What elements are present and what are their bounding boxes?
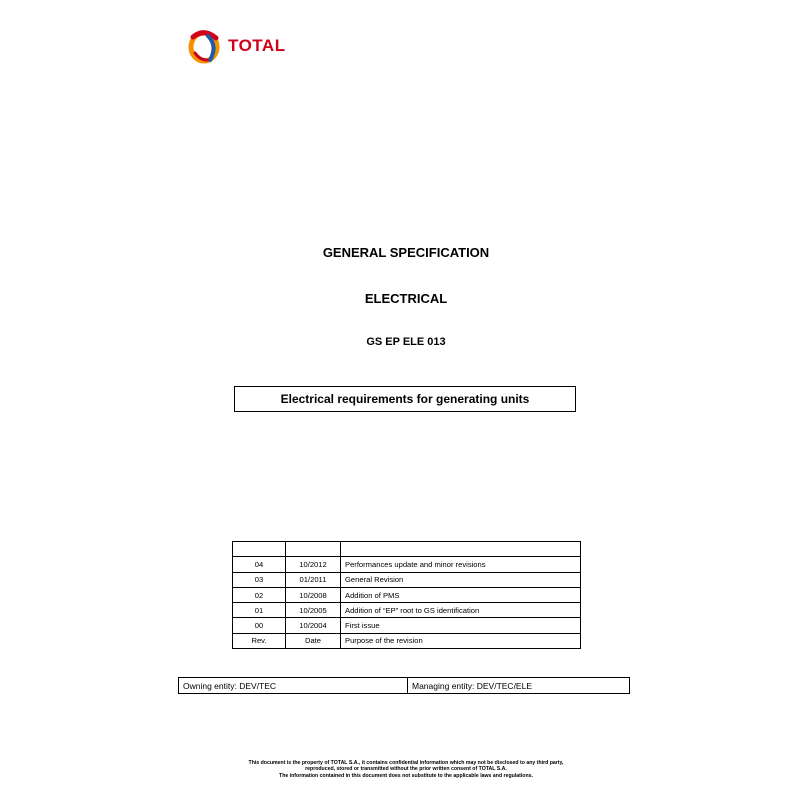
owning-entity: Owning entity: DEV/TEC bbox=[179, 678, 408, 693]
doc-type-title: GENERAL SPECIFICATION bbox=[322, 245, 490, 260]
rev-cell: 01 bbox=[233, 603, 286, 618]
date-cell: 10/2005 bbox=[286, 603, 341, 618]
table-row bbox=[233, 572, 581, 587]
table-row bbox=[233, 603, 581, 618]
footer-line: reproduced, stored or transmitted without the prior written consent of TOTAL S.A. bbox=[305, 766, 507, 773]
date-cell: 10/2012 bbox=[286, 557, 341, 572]
purpose-cell: First issue bbox=[341, 618, 581, 633]
logo-wordmark: TOTAL bbox=[228, 36, 286, 55]
revision-table bbox=[232, 541, 581, 649]
rev-cell bbox=[233, 542, 286, 557]
date-cell: 01/2011 bbox=[286, 572, 341, 587]
date-header: Date bbox=[286, 633, 341, 648]
date-cell bbox=[286, 542, 341, 557]
total-logo bbox=[186, 26, 286, 66]
purpose-cell bbox=[341, 542, 581, 557]
purpose-cell: Addition of “EP” root to GS identification bbox=[341, 603, 581, 618]
rev-cell: 03 bbox=[233, 572, 286, 587]
confidentiality-footer bbox=[0, 760, 800, 779]
subject-box bbox=[234, 386, 576, 412]
footer-line: This document is the property of TOTAL S.A., it contains confidential information which may not be disclosed to any third party, bbox=[248, 760, 564, 766]
managing-entity: Managing entity: DEV/TEC/ELE bbox=[412, 680, 533, 691]
total-logo-icon bbox=[186, 26, 222, 66]
entity-box bbox=[178, 677, 630, 694]
purpose-cell: Performances update and minor revisions bbox=[341, 557, 581, 572]
rev-cell: 02 bbox=[233, 587, 286, 602]
table-row bbox=[233, 557, 581, 572]
discipline-title: ELECTRICAL bbox=[364, 291, 448, 306]
table-row bbox=[233, 618, 581, 633]
footer-line: The information contained in this document does not substitute to the applicable laws and regulations. bbox=[279, 772, 533, 779]
date-cell: 10/2008 bbox=[286, 587, 341, 602]
date-cell: 10/2004 bbox=[286, 618, 341, 633]
table-header-row bbox=[233, 633, 581, 648]
reference-number: GS EP ELE 013 bbox=[366, 336, 446, 348]
rev-header: Rev. bbox=[233, 633, 286, 648]
purpose-header: Purpose of the revision bbox=[341, 633, 581, 648]
purpose-cell: General Revision bbox=[341, 572, 581, 587]
purpose-cell: Addition of PMS bbox=[341, 587, 581, 602]
table-row bbox=[233, 587, 581, 602]
rev-cell: 04 bbox=[233, 557, 286, 572]
table-row bbox=[233, 542, 581, 557]
rev-cell: 00 bbox=[233, 618, 286, 633]
subject-text: Electrical requirements for generating units bbox=[280, 392, 530, 406]
